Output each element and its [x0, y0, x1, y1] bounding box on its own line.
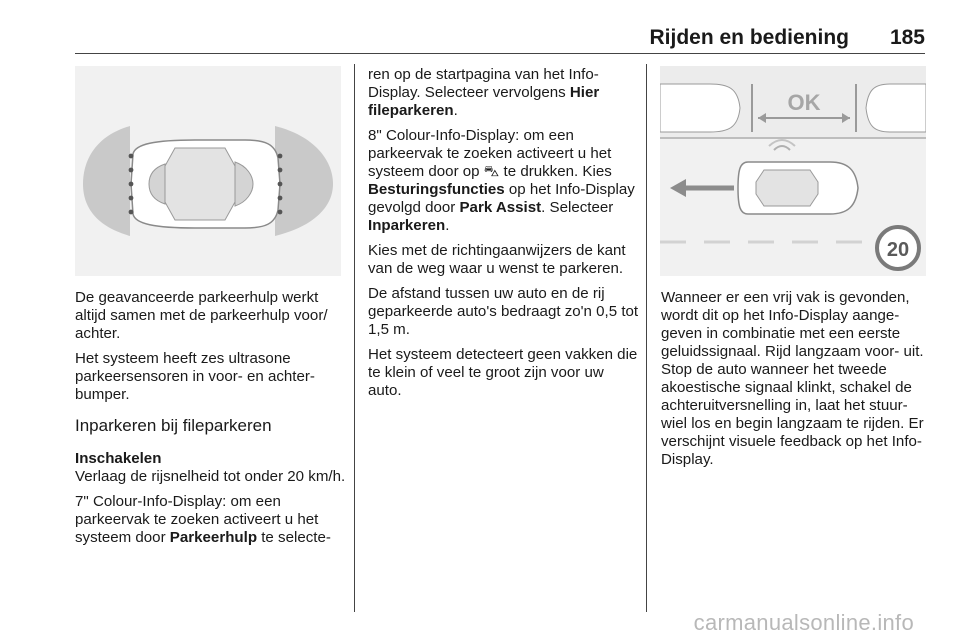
text-run: . Selecteer	[541, 199, 614, 216]
menu-term: Besturingsfuncties	[368, 181, 505, 198]
chapter-title: Rijden en bediening	[649, 26, 849, 49]
menu-term: Inparkeren	[368, 217, 446, 234]
column-3	[661, 289, 931, 476]
page-number: 185	[889, 26, 925, 49]
signal-wave	[774, 146, 790, 150]
parking-sensor-figure	[75, 66, 341, 276]
menu-term: Park Assist	[459, 199, 542, 216]
paragraph: Kies met de richtingaanwijzers de kant van de weg waar u wenst te parkeren.	[368, 242, 626, 277]
rear-sensor-zone	[83, 126, 130, 236]
text-run: 8" Colour-Info-Display: om een parkeervak te zoeken activeert u het systeem door op	[368, 127, 612, 180]
paragraph	[368, 66, 640, 120]
front-sensor-zone	[275, 126, 333, 236]
parked-car-right	[866, 84, 926, 132]
paragraph: De afstand tussen uw auto en de rij geparkeerde auto's bedraagt zo'n 0,5 tot 1,5 m.	[368, 285, 639, 338]
column-1	[75, 289, 347, 554]
parking-sensor-illustration	[75, 66, 341, 276]
subsection-heading: Inschakelen	[75, 450, 162, 467]
menu-term: Hier fileparkeren	[368, 84, 600, 119]
car-roof	[165, 148, 235, 220]
text-run: op het Info-Display gevolgd door	[368, 181, 635, 216]
section-heading: Inparkeren bij fileparkeren	[75, 416, 272, 435]
parking-space-figure	[660, 66, 926, 276]
ok-label: OK	[787, 90, 821, 115]
text-run: te drukken. Kies	[499, 163, 612, 180]
column-2	[368, 66, 640, 407]
paragraph: De geavanceerde parkeerhulp werkt altijd samen met de parkeerhulp voor/ achter.	[75, 289, 328, 342]
text-run: .	[445, 217, 450, 234]
column-divider	[646, 64, 647, 612]
page-header	[75, 26, 925, 54]
text-run: te selecte-	[257, 529, 331, 546]
direction-arrow-head	[670, 179, 686, 197]
header-divider	[75, 53, 925, 54]
parking-space-illustration	[660, 66, 926, 276]
moving-car-roof	[756, 170, 818, 206]
paragraph: Het systeem heeft zes ultrasone parkeersensoren in voor- en achter- bumper.	[75, 350, 315, 403]
car-button-icon: ⛍	[483, 163, 500, 180]
paragraph: Wanneer er een vrij vak is gevonden, wordt dit op het Info-Display aange- geven in combinatie met een eerste geluidssignaal. Rijd langzaam voor- uit. Stop de auto wanneer het tweede akoestische signaal klinkt, schakel de achteruitversnelling in, laat het stuur- wiel los en begin langzaam te rijden. Er verschijnt visuele feedback op het Info-Display.	[661, 289, 924, 468]
paragraph: Verlaag de rijsnelheid tot onder 20 km/h.	[75, 468, 346, 485]
paragraph: Het systeem detecteert geen vakken die te klein of veel te groot zijn voor uw auto.	[368, 346, 638, 399]
speed-limit-value: 20	[886, 239, 910, 261]
text-run: .	[453, 102, 458, 119]
paragraph	[75, 493, 347, 547]
text-run: ren op de startpagina van het Info-Display. Selecteer vervolgens	[368, 66, 599, 101]
watermark: carmanualsonline.info	[693, 610, 914, 635]
paragraph	[368, 127, 640, 235]
text-run: 7" Colour-Info-Display: om een parkeervak te zoeken activeert u het systeem door	[75, 493, 319, 546]
menu-term: Parkeerhulp	[169, 529, 258, 546]
parked-car-left	[660, 84, 740, 132]
column-divider	[354, 64, 355, 612]
